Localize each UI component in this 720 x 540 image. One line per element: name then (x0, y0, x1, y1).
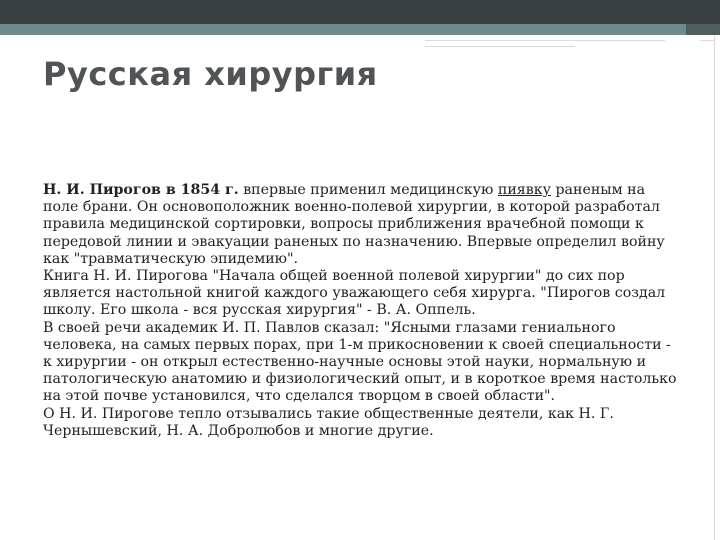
underlined-word: пиявку (497, 182, 551, 198)
decorative-rule (425, 40, 665, 41)
header-accent-block (686, 24, 720, 35)
decorative-rule (425, 46, 575, 47)
decorative-rule (700, 40, 714, 41)
paragraph-text: впервые применил медицинскую (238, 182, 498, 198)
paragraph-1 (43, 182, 683, 268)
paragraph-lead: Н. И. Пирогов в 1854 г. (43, 182, 239, 198)
slide-title: Русская хирургия (43, 55, 378, 93)
paragraph-3: В своей речи академик И. П. Павлов сказал: "Ясными глазами гениального человека, на самых первых порах, при 1-м прикосновении к своей специальности - к хирургии - он открыл естественно-научные основы этой науки, нормальную и патологическую анатомию и физиологический опыт, и в короткое время настолько на этой почве установился, что сделался творцом в своей области". (43, 319, 677, 405)
paragraph-4: О Н. И. Пирогове тепло отзывались такие общественные деятели, как Н. Г. Чернышевский, Н. А. Добролюбов и многие другие. (43, 405, 614, 439)
slide-body (43, 182, 683, 440)
right-border-line (714, 35, 715, 540)
paragraph-2: Книга Н. И. Пирогова "Начала общей военной полевой хирургии" до сих пор является настольной книгой каждого уважающего себя хирурга. "Пирогов создал школу. Его школа - вся русская хирургия" - В. А. Оппель. (43, 268, 666, 319)
header-dark-band (0, 0, 720, 24)
header-accent-band (0, 24, 720, 35)
paragraph-text: раненым на поле брани. Он основоположник военно-полевой хирургии, в которой разработал правила медицинской сортировки, вопросы приближения врачебной помощи к передовой линии и эвакуации раненых по назначению. Впервые определил войну как "травматическую эпидемию". (43, 182, 665, 267)
